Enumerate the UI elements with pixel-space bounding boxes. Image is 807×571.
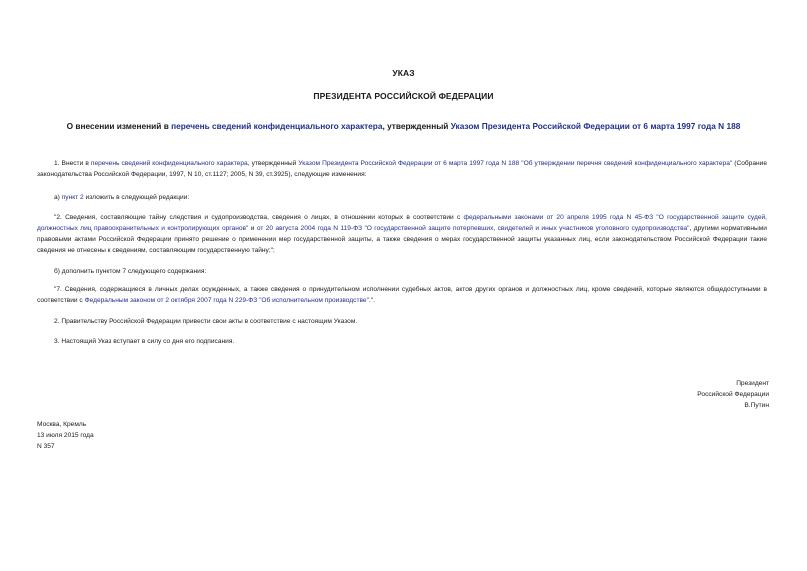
signing-date: 13 июля 2015 года [37, 432, 94, 439]
paragraph-1-text-a: 1. Внести в [54, 160, 91, 167]
document-subtitle [0, 121, 807, 131]
link-law-45-fz[interactable]: федеральными законами от 20 апреля 1995 года N 45-ФЗ "О государственной защите судей, должностных лиц правоохранительных и контролирующих органов" [37, 214, 767, 232]
paragraph-6: 2. Правительству Российской Федерации привести свои акты в соответствие с настоящим Указом. [54, 318, 358, 325]
paragraph-3-text-b: и [248, 225, 257, 232]
document-issuer: ПРЕЗИДЕНТА РОССИЙСКОЙ ФЕДЕРАЦИИ [313, 91, 494, 101]
paragraph-1-text-c: (Собрание законодательства Российской Федерации, 1997, N 10, ст.1127; 2005, N 39, ст.3925), следующие изменения: [37, 160, 767, 178]
signing-place: Москва, Кремль [37, 421, 87, 428]
subtitle-text-2: , утвержденный [382, 121, 451, 131]
signature-country: Российской Федерации [697, 391, 769, 398]
paragraph-5-text-b: .". [368, 297, 375, 304]
signature-block [697, 378, 769, 411]
paragraph-1-text-b: , утвержденный [247, 160, 299, 167]
signature-name: В.Путин [744, 402, 769, 409]
paragraph-1 [37, 158, 767, 180]
paragraph-2 [37, 192, 767, 203]
link-confidential-list[interactable]: перечень сведений конфиденциального характера [171, 121, 383, 131]
place-date-block [37, 419, 94, 452]
link-law-119-fz[interactable]: от 20 августа 2004 года N 119-ФЗ "О государственной защите потерпевших, свидетелей и иных участников уголовного судопроизводства" [256, 225, 690, 232]
link-confidential-list-body[interactable]: перечень сведений конфиденциального характера [90, 160, 248, 167]
link-point-2[interactable]: пункт 2 [61, 194, 84, 201]
link-law-229-fz[interactable]: Федеральным законом от 2 октября 2007 года N 229-ФЗ "Об исполнительном производстве" [84, 297, 369, 304]
paragraph-4: б) дополнить пунктом 7 следующего содержания: [54, 268, 207, 275]
document-title: УКАЗ [392, 68, 415, 78]
paragraph-3-text-c: , другими нормативными правовыми актами Российской Федерации принято решение о применении мер государственной защиты, а также сведения о мерах государственной защиты указанных лиц, если законодательством Российской Федерации такие сведения не отнесены к сведениям, составляющим государственную тайну;"; [37, 225, 767, 254]
paragraph-2-text-a: а) [54, 194, 62, 201]
signature-title: Президент [736, 380, 769, 387]
paragraph-5 [37, 284, 767, 306]
link-decree-188[interactable]: Указом Президента Российской Федерации от 6 марта 1997 года N 188 [450, 121, 741, 131]
paragraph-3 [37, 212, 767, 256]
paragraph-7: 3. Настоящий Указ вступает в силу со дня его подписания. [54, 338, 235, 345]
paragraph-3-text-a: "2. Сведения, составляющие тайну следствия и судопроизводства, сведения о лицах, в отношении которых в соответствии с [54, 214, 464, 221]
paragraph-2-text-b: изложить в следующей редакции: [83, 194, 190, 201]
decree-number: N 357 [37, 443, 55, 450]
paragraph-5-text-a: "7. Сведения, содержащиеся в личных делах осужденных, а также сведения о принудительном исполнении судебных актов, актов других органов и должностных лиц, кроме сведений, которые являются общедоступными в соответствии с [37, 286, 767, 304]
link-decree-188-body[interactable]: Указом Президента Российской Федерации от 6 марта 1997 года N 188 "Об утверждении перечня сведений конфиденциального характера" [298, 160, 733, 167]
subtitle-text-1: О внесении изменений в [66, 121, 172, 131]
